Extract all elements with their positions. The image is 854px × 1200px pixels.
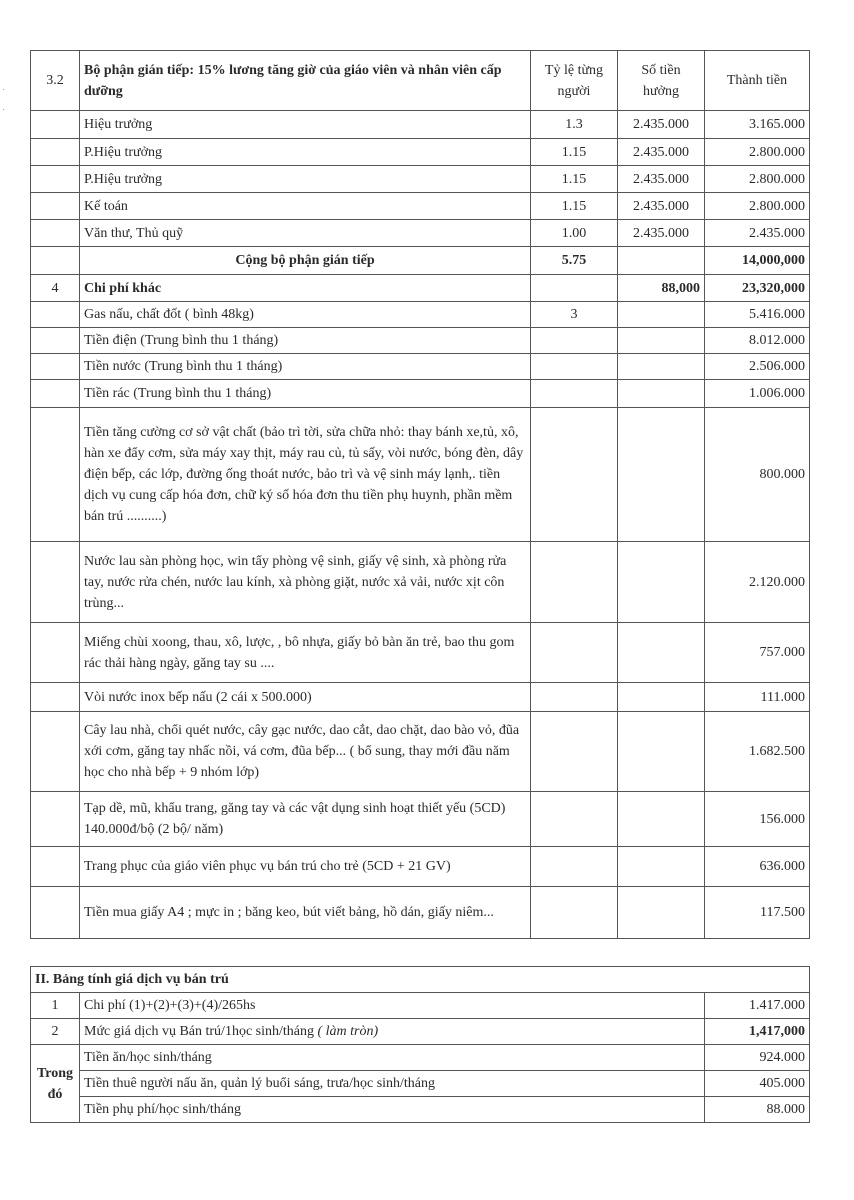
table-row <box>31 302 810 328</box>
row-label: Vòi nước inox bếp nấu (2 cái x 500.000) <box>80 683 531 712</box>
table-row <box>31 542 810 623</box>
table-row <box>31 887 810 939</box>
row-amount: 2.435.000 <box>618 166 705 193</box>
row-label: Tiền điện (Trung bình thu 1 tháng) <box>80 328 531 354</box>
table-row <box>31 408 810 542</box>
row-total: 1.417.000 <box>705 993 810 1019</box>
table-row <box>31 712 810 792</box>
col-amount-header: Số tiền hưởng <box>618 51 705 111</box>
row-note: ( làm tròn) <box>317 1024 379 1039</box>
row-label: P.Hiệu trưởng <box>80 166 531 193</box>
row-total: 1.682.500 <box>705 712 810 792</box>
row-total: 2.120.000 <box>705 542 810 623</box>
row-total: 924.000 <box>705 1045 810 1071</box>
row-label: Tiền phụ phí/học sinh/tháng <box>80 1097 705 1123</box>
row-label: Tiền ăn/học sinh/tháng <box>80 1045 705 1071</box>
row-label: Tạp dề, mũ, khẩu trang, găng tay và các vật dụng sinh hoạt thiết yếu (5CD) 140.000đ/bộ (2 bộ/ năm) <box>80 792 531 847</box>
row-amount: 2.435.000 <box>618 193 705 220</box>
table-row <box>31 683 810 712</box>
sum-rate: 5.75 <box>531 247 618 275</box>
row-total: 2.506.000 <box>705 354 810 380</box>
section-title: Chi phí khác <box>80 275 531 302</box>
section-title: Bộ phận gián tiếp: 15% lương tăng giờ của giáo viên và nhân viên cấp dưỡng <box>80 51 531 111</box>
row-label: P.Hiệu trưởng <box>80 139 531 166</box>
row-rate: 3 <box>531 302 618 328</box>
trong-do-label: Trong đó <box>31 1045 80 1123</box>
table-row <box>31 1019 810 1045</box>
row-total: 3.165.000 <box>705 111 810 139</box>
row-total: 405.000 <box>705 1071 810 1097</box>
table-row <box>31 1045 810 1071</box>
row-number: 1 <box>31 993 80 1019</box>
row-total: 757.000 <box>705 623 810 683</box>
table-row <box>31 220 810 247</box>
row-amount: 2.435.000 <box>618 139 705 166</box>
table-row <box>31 792 810 847</box>
table-row <box>31 1097 810 1123</box>
section-number: 3.2 <box>31 51 80 111</box>
row-label: Tiền tăng cường cơ sở vật chất (bảo trì tời, sửa chữa nhỏ: thay bánh xe,tủ, xô, hàn xe đẩy cơm, sửa máy xay thịt, máy rau củ, tủ sấy, vòi nước, bóng đèn, dây điện bếp, các lớp, đường ống thoát nước, bảo trì và vệ sinh máy lạnh,. tiền dịch vụ cung cấp hóa đơn, chữ ký số hóa đơn thu tiền phụ huynh, phần mềm bán trú ..........) <box>80 408 531 542</box>
row-amount: 2.435.000 <box>618 220 705 247</box>
col-total-header: Thành tiền <box>705 51 810 111</box>
row-total: 2.800.000 <box>705 139 810 166</box>
row-total: 800.000 <box>705 408 810 542</box>
row-total: 1.006.000 <box>705 380 810 408</box>
table-row <box>31 623 810 683</box>
row-label: Tiền mua giấy A4 ; mực in ; băng keo, bút viết bảng, hồ dán, giấy niêm... <box>80 887 531 939</box>
row-total: 5.416.000 <box>705 302 810 328</box>
row-rate: 1.15 <box>531 193 618 220</box>
table-row <box>31 993 810 1019</box>
row-label: Mức giá dịch vụ Bán trú/1học sinh/tháng <box>84 1024 314 1039</box>
row-total: 1,417,000 <box>705 1019 810 1045</box>
table-row <box>31 380 810 408</box>
section-4-header <box>31 275 810 302</box>
table-row <box>31 1071 810 1097</box>
row-label: Chi phí (1)+(2)+(3)+(4)/265hs <box>80 993 705 1019</box>
row-rate: 1.00 <box>531 220 618 247</box>
row-amount: 2.435.000 <box>618 111 705 139</box>
section-total: 23,320,000 <box>705 275 810 302</box>
table-row <box>31 139 810 166</box>
row-label-cell <box>80 1019 705 1045</box>
row-label: Tiền thuê người nấu ăn, quản lý buổi sáng, trưa/học sinh/tháng <box>80 1071 705 1097</box>
cost-table <box>30 50 810 939</box>
section-2-header <box>31 967 810 993</box>
row-label: Gas nấu, chất đốt ( bình 48kg) <box>80 302 531 328</box>
row-total: 117.500 <box>705 887 810 939</box>
section-amount: 88,000 <box>618 275 705 302</box>
table-row <box>31 328 810 354</box>
col-rate-header: Tỷ lệ từng người <box>531 51 618 111</box>
section-number: 4 <box>31 275 80 302</box>
table-row <box>31 193 810 220</box>
row-rate: 1.15 <box>531 166 618 193</box>
row-rate: 1.15 <box>531 139 618 166</box>
row-number: 2 <box>31 1019 80 1045</box>
sum-label: Cộng bộ phận gián tiếp <box>80 247 531 275</box>
table-row <box>31 111 810 139</box>
row-label: Tiền rác (Trung bình thu 1 tháng) <box>80 380 531 408</box>
section-title: II. Bảng tính giá dịch vụ bán trú <box>31 967 810 993</box>
row-total: 2.800.000 <box>705 193 810 220</box>
row-total: 111.000 <box>705 683 810 712</box>
table-row <box>31 166 810 193</box>
row-total: 88.000 <box>705 1097 810 1123</box>
section-3-2-sum <box>31 247 810 275</box>
row-label: Văn thư, Thủ quỹ <box>80 220 531 247</box>
sum-total: 14,000,000 <box>705 247 810 275</box>
row-total: 2.435.000 <box>705 220 810 247</box>
row-label: Hiệu trưởng <box>80 111 531 139</box>
table-row <box>31 847 810 887</box>
row-label: Tiền nước (Trung bình thu 1 tháng) <box>80 354 531 380</box>
row-label: Miếng chùi xoong, thau, xô, lược, , bô nhựa, giấy bỏ bàn ăn trẻ, bao thu gom rác thải hàng ngày, găng tay su .... <box>80 623 531 683</box>
row-label: Nước lau sàn phòng học, win tẩy phòng vệ sinh, giấy vệ sinh, xà phòng rửa tay, nước rửa chén, nước lau kính, xà phòng giặt, nước xả vải, nước xịt côn trùng... <box>80 542 531 623</box>
table-row <box>31 354 810 380</box>
margin-marks: · · <box>2 85 6 116</box>
row-rate: 1.3 <box>531 111 618 139</box>
section-3-2-header <box>31 51 810 111</box>
row-label: Cây lau nhà, chổi quét nước, cây gạc nước, dao cắt, dao chặt, dao bào vỏ, đũa xới cơm, găng tay nhấc nồi, vá cơm, đũa bếp... ( bổ sung, thay mới đầu năm học cho nhà bếp + 9 nhóm lớp) <box>80 712 531 792</box>
row-total: 636.000 <box>705 847 810 887</box>
row-label: Trang phục của giáo viên phục vụ bán trú cho trẻ (5CD + 21 GV) <box>80 847 531 887</box>
row-label: Kế toán <box>80 193 531 220</box>
service-price-table <box>30 966 810 1123</box>
row-total: 2.800.000 <box>705 166 810 193</box>
row-total: 8.012.000 <box>705 328 810 354</box>
row-total: 156.000 <box>705 792 810 847</box>
